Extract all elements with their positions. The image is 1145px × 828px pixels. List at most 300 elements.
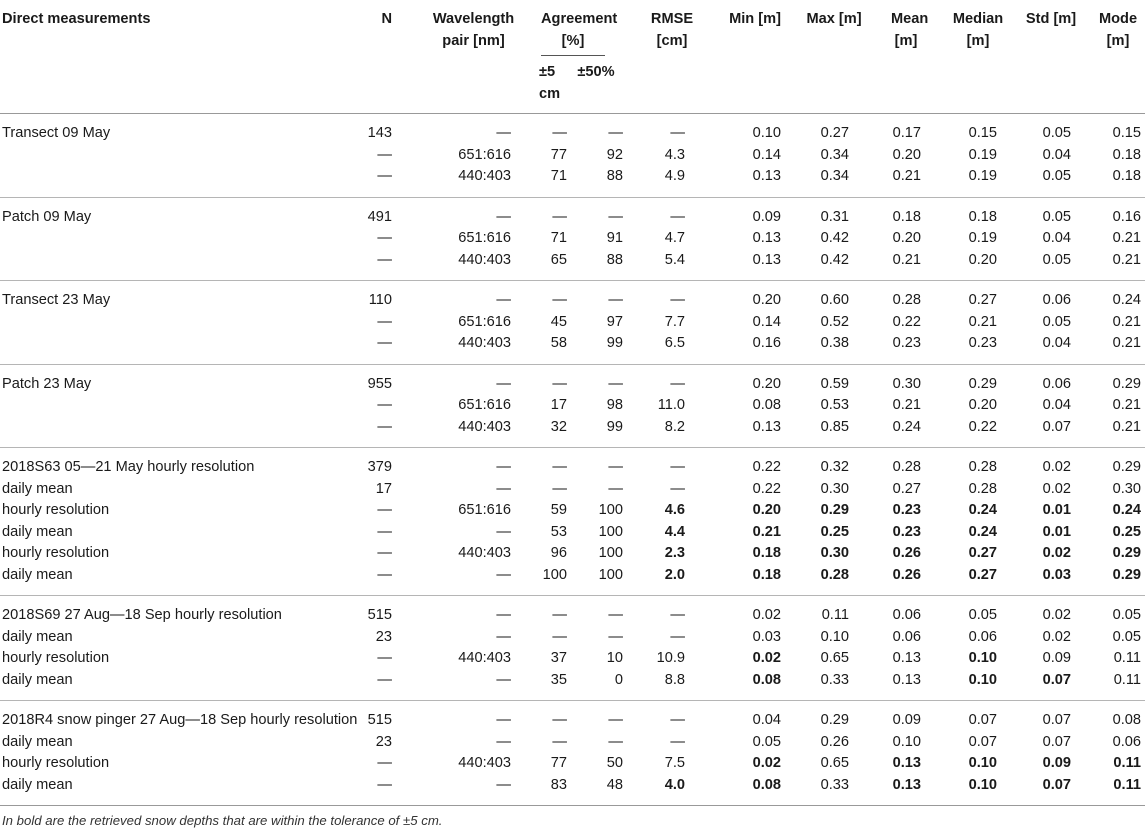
cell-a5: [525, 312, 575, 334]
cell-value: 651:616: [458, 313, 511, 330]
cell-median: [939, 565, 1017, 596]
cell-label: [0, 145, 340, 167]
cell-value: 0.05: [1042, 313, 1072, 330]
table-row: [0, 479, 1145, 501]
cell-a5: [525, 448, 575, 479]
cell-value: 0.10: [892, 733, 922, 750]
cell-std: [1017, 775, 1085, 806]
cell-value: 0.10: [968, 671, 998, 688]
cell-value: 0.09: [1042, 650, 1072, 666]
cell-n: [340, 500, 400, 522]
cell-value: 0.18: [968, 208, 998, 225]
cell-min: [715, 228, 795, 250]
cell-value: daily mean: [2, 628, 73, 645]
cell-value: 0.27: [968, 545, 998, 561]
cell-value: 0.28: [968, 459, 998, 475]
cell-value: hourly resolution: [2, 650, 110, 666]
cell-value: 23: [375, 628, 392, 645]
cell-median: [939, 166, 1017, 197]
cell-mode: [1085, 479, 1145, 501]
cell-a5: [525, 250, 575, 281]
cell-value: 0.19: [968, 168, 998, 184]
cell-value: 0.34: [820, 168, 850, 184]
cell-value: 0.06: [892, 628, 922, 645]
cell-value: 0.65: [820, 650, 850, 666]
cell-value: 0.28: [968, 480, 998, 497]
cell-max: [795, 448, 873, 479]
cell-max: [795, 395, 873, 417]
cell-rmse: [635, 775, 715, 806]
cell-label: [0, 732, 340, 754]
cell-min: [715, 565, 795, 596]
cell-value: 0.07: [1042, 418, 1072, 435]
cell-n: [340, 333, 400, 364]
cell-value: 0.25: [1112, 523, 1142, 540]
cell-n: [340, 522, 400, 544]
cell-min: [715, 732, 795, 754]
cell-std: [1017, 364, 1085, 395]
cell-mean: [873, 500, 939, 522]
cell-median: [939, 670, 1017, 701]
cell-value: 8.8: [664, 671, 686, 688]
cell-value: 0.21: [752, 523, 782, 540]
cell-value: —: [608, 480, 624, 497]
cell-wl: [400, 522, 525, 544]
cell-value: 0.11: [1113, 776, 1142, 793]
cell-value: 7.7: [664, 313, 686, 330]
cell-value: —: [377, 397, 392, 413]
cell-std: [1017, 145, 1085, 167]
cell-value: —: [670, 628, 686, 645]
cell-value: 0.28: [820, 566, 850, 583]
cell-wl: [400, 775, 525, 806]
cell-value: 4.4: [664, 523, 686, 540]
cell-value: 0.09: [1042, 755, 1072, 771]
cell-a5: [525, 701, 575, 732]
cell-value: 0.27: [820, 125, 850, 141]
table-row: [0, 565, 1145, 596]
cell-value: 0.07: [1042, 712, 1072, 728]
cell-rmse: [635, 333, 715, 364]
cell-a50: [575, 522, 635, 544]
cell-wl: [400, 145, 525, 167]
cell-value: 0.42: [820, 251, 850, 268]
header-max: Max [m]: [806, 11, 862, 27]
cell-value: 0.13: [892, 650, 922, 666]
cell-max: [795, 145, 873, 167]
cell-value: 32: [550, 418, 567, 435]
cell-value: 0.13: [752, 418, 782, 435]
cell-mode: [1085, 395, 1145, 417]
cell-rmse: [635, 670, 715, 701]
cell-wl: [400, 753, 525, 775]
cell-max: [795, 197, 873, 228]
cell-min: [715, 596, 795, 627]
cell-median: [939, 197, 1017, 228]
cell-value: 0.29: [1112, 375, 1142, 392]
cell-value: 35: [550, 671, 567, 688]
cell-value: 440:403: [458, 545, 511, 561]
cell-value: 0.59: [820, 375, 850, 392]
cell-value: 0.19: [968, 146, 998, 163]
cell-value: —: [496, 566, 511, 583]
cell-value: 0.22: [892, 313, 922, 330]
cell-n: [340, 197, 400, 228]
cell-value: —: [670, 459, 686, 475]
cell-value: —: [670, 607, 686, 623]
header-direct-measurements: Direct measurements: [2, 11, 151, 27]
cell-mode: [1085, 166, 1145, 197]
cell-max: [795, 166, 873, 197]
cell-value: 0.06: [968, 628, 998, 645]
cell-median: [939, 479, 1017, 501]
cell-min: [715, 166, 795, 197]
cell-value: daily mean: [2, 480, 73, 497]
cell-a50: [575, 565, 635, 596]
cell-label: [0, 228, 340, 250]
cell-rmse: [635, 732, 715, 754]
cell-mean: [873, 197, 939, 228]
cell-label: [0, 197, 340, 228]
cell-min: [715, 500, 795, 522]
cell-value: 0.04: [752, 712, 782, 728]
cell-value: 440:403: [458, 755, 511, 771]
cell-wl: [400, 312, 525, 334]
cell-a5: [525, 732, 575, 754]
cell-value: 0.21: [1112, 313, 1142, 330]
cell-min: [715, 648, 795, 670]
cell-label: [0, 333, 340, 364]
cell-n: [340, 417, 400, 448]
cell-min: [715, 312, 795, 334]
cell-mean: [873, 333, 939, 364]
table-row: [0, 145, 1145, 167]
cell-value: 0.65: [820, 755, 850, 771]
cell-rmse: [635, 166, 715, 197]
table-row: [0, 417, 1145, 448]
cell-value: 0.02: [752, 607, 782, 623]
cell-value: 0.04: [1042, 335, 1072, 351]
cell-value: 50: [606, 755, 624, 771]
cell-value: —: [377, 313, 392, 330]
cell-median: [939, 732, 1017, 754]
cell-mean: [873, 627, 939, 649]
cell-mean: [873, 732, 939, 754]
cell-value: hourly resolution: [2, 755, 110, 771]
cell-value: 491: [367, 208, 392, 225]
cell-value: 0.29: [1112, 545, 1142, 561]
cell-value: 110: [368, 292, 392, 308]
cell-n: [340, 648, 400, 670]
cell-value: 53: [550, 523, 567, 540]
table-row: [0, 364, 1145, 395]
cell-a5: [525, 500, 575, 522]
cell-value: 58: [550, 335, 567, 351]
cell-n: [340, 364, 400, 395]
cell-value: 99: [606, 418, 624, 435]
cell-max: [795, 500, 873, 522]
cell-value: 0.21: [892, 168, 922, 184]
cell-n: [340, 627, 400, 649]
cell-std: [1017, 114, 1085, 145]
cell-n: [340, 670, 400, 701]
cell-std: [1017, 500, 1085, 522]
cell-std: [1017, 648, 1085, 670]
table-row: [0, 395, 1145, 417]
cell-label: [0, 364, 340, 395]
cell-rmse: [635, 250, 715, 281]
cell-mode: [1085, 648, 1145, 670]
cell-min: [715, 701, 795, 732]
cell-min: [715, 417, 795, 448]
cell-value: 0.38: [820, 335, 850, 351]
cell-mean: [873, 145, 939, 167]
cell-value: —: [496, 292, 511, 308]
cell-value: 440:403: [458, 168, 511, 184]
cell-a50: [575, 197, 635, 228]
cell-value: 0.02: [752, 650, 782, 666]
cell-a50: [575, 753, 635, 775]
cell-rmse: [635, 543, 715, 565]
cell-wl: [400, 197, 525, 228]
cell-value: 0.07: [1042, 733, 1072, 750]
cell-value: 0.24: [892, 418, 922, 435]
cell-value: —: [670, 208, 686, 225]
cell-value: 2018S63 05—21 May hourly resolution: [2, 459, 255, 475]
cell-value: 0.29: [1112, 459, 1142, 475]
cell-wl: [400, 500, 525, 522]
header-agree-5cm: ±5 cm: [539, 64, 561, 102]
cell-value: 0.05: [1042, 208, 1072, 225]
cell-wl: [400, 166, 525, 197]
cell-std: [1017, 448, 1085, 479]
cell-mode: [1085, 228, 1145, 250]
cell-value: 0.29: [820, 712, 850, 728]
cell-value: Transect 23 May: [2, 292, 111, 308]
table-row: [0, 197, 1145, 228]
cell-a50: [575, 448, 635, 479]
cell-value: 0.02: [1042, 459, 1072, 475]
cell-mean: [873, 228, 939, 250]
cell-value: 98: [606, 397, 624, 413]
cell-value: Patch 23 May: [2, 375, 92, 392]
cell-wl: [400, 114, 525, 145]
cell-a5: [525, 627, 575, 649]
cell-rmse: [635, 565, 715, 596]
cell-a50: [575, 281, 635, 312]
cell-max: [795, 333, 873, 364]
table-row: [0, 312, 1145, 334]
cell-value: 0.24: [1112, 502, 1142, 518]
cell-value: 0.52: [820, 313, 850, 330]
table-row: [0, 732, 1145, 754]
cell-std: [1017, 250, 1085, 281]
cell-value: 0.21: [968, 313, 998, 330]
cell-label: [0, 627, 340, 649]
cell-n: [340, 114, 400, 145]
cell-value: —: [608, 125, 624, 141]
cell-value: 0.26: [820, 733, 850, 750]
cell-value: 0.53: [820, 397, 850, 413]
cell-value: 10: [606, 650, 624, 666]
cell-value: 0.08: [752, 776, 782, 793]
cell-mode: [1085, 670, 1145, 701]
cell-value: 83: [550, 776, 567, 793]
cell-value: 0.20: [752, 502, 782, 518]
cell-value: —: [377, 146, 392, 163]
cell-value: 0.08: [752, 397, 782, 413]
cell-value: —: [608, 292, 624, 308]
table-row: [0, 448, 1145, 479]
table-header: [0, 0, 1145, 114]
cell-value: 0.29: [968, 375, 998, 392]
cell-min: [715, 364, 795, 395]
cell-wl: [400, 701, 525, 732]
cell-mean: [873, 522, 939, 544]
cell-median: [939, 364, 1017, 395]
cell-a5: [525, 775, 575, 806]
cell-label: [0, 417, 340, 448]
cell-label: [0, 543, 340, 565]
cell-a5: [525, 395, 575, 417]
cell-wl: [400, 648, 525, 670]
cell-value: 0.11: [1113, 671, 1142, 688]
cell-a50: [575, 627, 635, 649]
cell-value: 0.05: [1112, 607, 1142, 623]
cell-value: 0.13: [752, 251, 782, 268]
cell-std: [1017, 281, 1085, 312]
cell-value: 2018S69 27 Aug—18 Sep hourly resolution: [2, 607, 282, 623]
cell-value: 4.3: [664, 146, 686, 163]
cell-value: —: [670, 375, 686, 392]
cell-value: 4.7: [664, 230, 686, 246]
cell-value: 0.10: [968, 650, 998, 666]
table-row: [0, 670, 1145, 701]
cell-a50: [575, 250, 635, 281]
cell-label: [0, 395, 340, 417]
cell-value: 0.14: [752, 146, 782, 163]
cell-value: 955: [367, 375, 392, 392]
cell-a5: [525, 565, 575, 596]
cell-max: [795, 417, 873, 448]
cell-value: 0.04: [1042, 230, 1072, 246]
cell-value: —: [670, 733, 686, 750]
cell-value: 0.02: [1042, 628, 1072, 645]
cell-value: 4.9: [664, 168, 686, 184]
cell-mode: [1085, 145, 1145, 167]
cell-value: 0.42: [820, 230, 850, 246]
cell-a5: [525, 145, 575, 167]
cell-value: 65: [550, 251, 567, 268]
table-caption: In bold are the retrieved snow depths that are within the tolerance of ±5 cm.: [2, 813, 443, 828]
cell-value: 0.10: [820, 628, 850, 645]
cell-n: [340, 228, 400, 250]
cell-mode: [1085, 775, 1145, 806]
cell-median: [939, 701, 1017, 732]
cell-max: [795, 596, 873, 627]
cell-value: —: [552, 459, 567, 475]
cell-value: 71: [550, 230, 567, 246]
cell-value: 0.21: [1112, 418, 1142, 435]
cell-max: [795, 250, 873, 281]
cell-rmse: [635, 417, 715, 448]
cell-value: —: [377, 335, 392, 351]
header-rmse: RMSE [cm]: [650, 11, 694, 49]
cell-mean: [873, 448, 939, 479]
cell-a50: [575, 732, 635, 754]
cell-mean: [873, 250, 939, 281]
cell-value: 0.11: [821, 607, 850, 623]
cell-wl: [400, 417, 525, 448]
cell-value: 0.13: [752, 230, 782, 246]
cell-mode: [1085, 565, 1145, 596]
cell-std: [1017, 670, 1085, 701]
header-std: Std [m]: [1025, 11, 1077, 27]
cell-rmse: [635, 627, 715, 649]
cell-value: 0.09: [892, 712, 922, 728]
cell-min: [715, 627, 795, 649]
cell-n: [340, 479, 400, 501]
cell-value: 0.07: [968, 712, 998, 728]
cell-value: 0.21: [1112, 397, 1142, 413]
cell-a5: [525, 522, 575, 544]
cell-value: 379: [367, 459, 392, 475]
cell-median: [939, 775, 1017, 806]
cell-a50: [575, 479, 635, 501]
cell-mode: [1085, 522, 1145, 544]
cell-value: 0.60: [820, 292, 850, 308]
cell-value: 77: [550, 146, 567, 163]
cell-rmse: [635, 197, 715, 228]
cell-value: 100: [598, 566, 624, 583]
cell-rmse: [635, 648, 715, 670]
cell-value: 2018R4 snow pinger 27 Aug—18 Sep hourly resolution: [2, 712, 358, 728]
cell-value: 0.34: [820, 146, 850, 163]
cell-max: [795, 627, 873, 649]
cell-mode: [1085, 448, 1145, 479]
cell-value: daily mean: [2, 776, 73, 793]
cell-value: 0.85: [820, 418, 850, 435]
cell-value: 0.13: [892, 776, 922, 793]
header-agreement: [525, 0, 635, 56]
cell-value: 0.08: [1112, 712, 1142, 728]
cell-value: 0.05: [1042, 168, 1072, 184]
cell-rmse: [635, 701, 715, 732]
cell-value: 440:403: [458, 335, 511, 351]
cell-mode: [1085, 753, 1145, 775]
cell-value: 0.21: [1112, 335, 1142, 351]
cell-value: —: [552, 292, 567, 308]
cell-value: —: [496, 375, 511, 392]
cell-label: [0, 670, 340, 701]
cell-value: 71: [550, 168, 567, 184]
cell-value: —: [608, 607, 624, 623]
cell-value: 0.06: [892, 607, 922, 623]
cell-wl: [400, 543, 525, 565]
cell-value: 0.29: [820, 502, 850, 518]
cell-value: —: [377, 418, 392, 435]
cell-value: Transect 09 May: [2, 125, 111, 141]
cell-value: 7.5: [664, 755, 686, 771]
cell-value: 0.29: [1112, 566, 1142, 583]
cell-value: 440:403: [458, 418, 511, 435]
cell-n: [340, 312, 400, 334]
cell-rmse: [635, 114, 715, 145]
cell-rmse: [635, 228, 715, 250]
header-agreement-label: Agreement [%]: [541, 9, 605, 56]
cell-a5: [525, 197, 575, 228]
cell-mode: [1085, 701, 1145, 732]
